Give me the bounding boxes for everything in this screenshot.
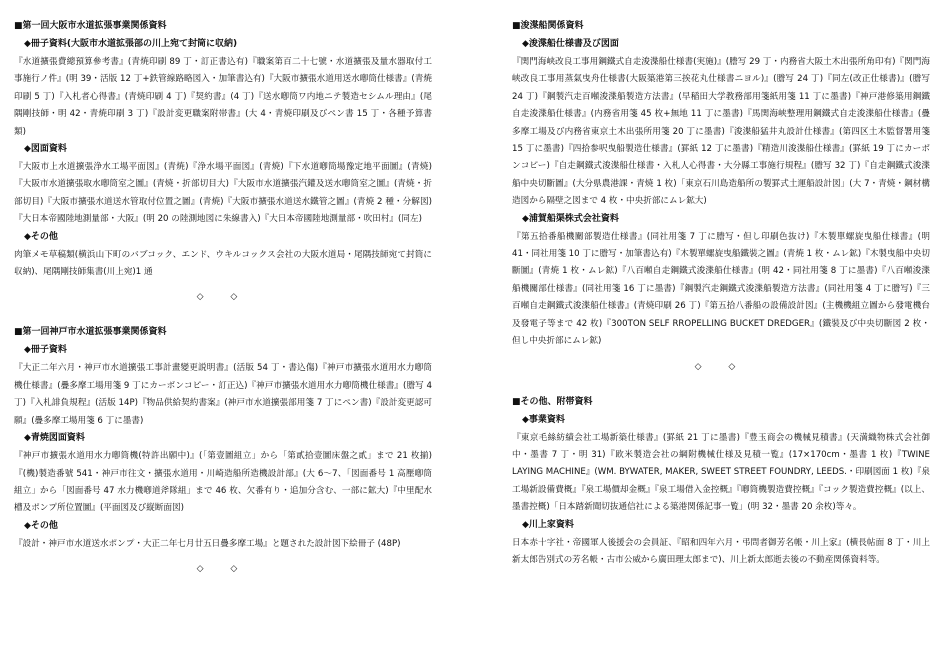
subsection-text: 『設計・神戸市水道送水ポンプ・大正二年七月廿五日疊多摩工場』と題された設計図下絵冊子 (48P) bbox=[14, 538, 401, 549]
section-title: ■その他、附帯資料 bbox=[512, 396, 593, 407]
section-misc bbox=[512, 396, 930, 570]
subsection-text: 肉筆メモ草稿類(横浜山下町のバブコック、エンド、ウキルコックス会社の大阪水道局・尾隅技師宛て封筒に収納)、尾隅剛技師集書(川上宛)1 通 bbox=[14, 249, 432, 278]
subsection-heading: ◆川上家資料 bbox=[522, 519, 574, 530]
subsection-text: 『第五拾番船機關部製造仕様書』(同社用箋 7 丁に謄写・但し印刷色抜け)『木製單螺旋曳船仕様書』(明 41・同社用箋 10 丁に謄写・加筆書込有)『木製單螺旋曳船鐵裝之圖』(青焼 1 枚・ムレ鉱)『木製曳船中央切斷圖』(青焼 1 枚・ムレ鉱)『八百噸自走鋼鐵式浚渫船仕様書』(明 42・同社用箋 8 丁に墨書)『八百噸浚渫船機關部仕様書』(同社用箋 16 丁に墨書)『鋼製汽走鋼鐵式浚渫船製造方法書』(同社用箋 4 丁に謄写)『三百噸自走鋼鐵式浚渫船仕様書』(青焼印刷 26 丁)『第五拾八番船の設備設計図』(主機機組立圖から發電機台及發電子等まで 42 枚)『300TON SELF RROPELLING BUCKET DREDGER』(鐵裝及び中央切斷図 2 枚・但し中央折部にムレ鉱) bbox=[512, 231, 930, 347]
subsection-heading: ◆浦賀船渠株式会社資料 bbox=[522, 213, 619, 224]
subsection-heading: ◆その他 bbox=[24, 520, 58, 531]
subsection-text: 『東京毛絲紡績会社工場新築仕様書』(罫紙 21 丁に墨書)『豊玉商会の機械見積書』(天満織物株式会社御中・墨書 7 丁・明 31)『欧米製造会社の綱附機械仕様及見積一覧』(17×170cm・墨書 1 枚)『TWINE LAYING MACHINE』(WM. BYWATER, MAKER, SWEET STREET FOUNDRY, LEEDS.・印刷図面 1 枚)『泉工場新設備費概』『泉工場價却金概』『泉工場借入金控概』『喞筒機製造費控概』『コック製造費控概』(以上、墨書控概)「日本踏新聞切抜通信社による築港関係記事一覧」(明 32・墨書 20 余枚)等々。 bbox=[512, 432, 930, 513]
right-column bbox=[512, 20, 930, 571]
section-separator: ◇ ◇ bbox=[196, 564, 250, 575]
subsection-heading: ◆冊子資料(大阪市水道拡張部の川上宛て封筒に収納) bbox=[24, 39, 238, 49]
subsection-heading: ◆青焼図面資料 bbox=[24, 433, 85, 444]
subsection-heading: ◆事業資料 bbox=[522, 414, 565, 425]
subsection-text: 『神戸市擴張水道用水力喞筒機(特許出願中)』(「第壹圖組立」から「第貳拾壹圖床盤之貳」まで 21 枚揃)『(機)製造番號 541・神戸市往文・擴張水道用・川崎造船所造機設計部』(大 6〜7、「図面番号 1 高壓喞筒組立」から「図面番号 47 水力機喞道斧隊組」まで 46 枚、欠番有り・追加分含む、一部に鉱大)『中里配水槽及ポンプ所位置圖』(平面図及び縦断面図) bbox=[14, 451, 432, 514]
section-kobe-waterworks bbox=[14, 326, 432, 553]
section-separator: ◇ ◇ bbox=[694, 361, 748, 372]
section-title: ■第一回神戸市水道拡張事業関係資料 bbox=[14, 327, 167, 338]
subsection-text: 『水道擴張費總預算參考書』(青焼印刷 89 丁・訂正書込有)『職案第百二十七號・水道擴張及量水器取付工事施行ノ件』(明 39・活版 12 丁+鉄管線路略図入・加筆書込有)『大阪市擴張水道用送水喞筒仕様書』(青焼印刷 5 丁)『入札者心得書』(青焼印刷 4 丁)『契約書』(4 丁)『送水喞筒ワ内地ニテ製造セシムル理由』(尾隅剛技師・明 42・青焼印刷 3 丁)『設計変更職案附帯書』(大 4・青焼印刷及びペン書 15 丁・各種予算書類) bbox=[14, 57, 432, 137]
subsection-text: 『関門海峡改良工事用鋼鐵式自走浚渫船仕様書(実施)』(謄写 29 丁・内務省大阪土木出張所角印有)『関門海峡改良工事用蒸氣曳舟仕様書(大阪築港第三挨花丸仕様書ニヨル)』(謄写 24 丁)『同左(改正仕様書)』(謄写 24 丁)『鋼製汽走百噸浚渫船製造方法書』(早稲田大学教務部用箋紙用箋 11 丁に墨書)『神戸港修築用鋼鐵自走浚渫船仕様書』(内務省用箋 45 枚+無地 11 丁に墨書)『馬関海峡整理用鋼鐵式自走浚渫船仕様書』(疊多摩工場及び内務省東京土木出張所用箋 20 丁に墨書)『浚渫船猛井丸設計仕様書』(第四区土木監督署用箋 15 丁に墨書)『四拾参呎曳船製造仕様書』(罫紙 12 丁に墨書)『精造川浚渫船仕様書』(罫紙 19 丁にカーボンコピー)『自走鋼鐵式浚渫船仕様書・入札人心得書・大分縣工事施行規程』(謄写 32 丁)『自走鋼鐵式浚渫船中央切斷圖』(大分県農港課・青焼 1 枚)「東京石川島造船所の製罫式土運船設計図」(大 7・青焼・鋼材構造図から隔壁之図まで 4 枚・中央折部にムレ鉱大) bbox=[512, 57, 930, 207]
section-title: ■浚渫船関係資料 bbox=[512, 21, 584, 31]
subsection-heading: ◆その他 bbox=[24, 231, 58, 242]
section-dredger bbox=[512, 20, 930, 351]
section-osaka-waterworks bbox=[14, 20, 432, 281]
subsection-text: 『大阪市上水道擴張浄水工場平面図』(青焼)『浄水場平面図』(青焼)『下水道喞筒場豫定地平面圖』(青焼)『大阪市水道擴張取水喞筒室之圖』(青焼・折部切目大)『大阪市水道擴張汽鑵及送水喞筒室之圖』(青焼・折部切目)『大阪市擴張水道送水管取付位置之圖』(青焼)『大阪市擴張水道送水鐵管之圖』(青焼 2 種・分解図)『大日本帝國陸地測量部・大阪』(明 20 の陸測地図に朱線書入)『大日本帝國陸地測量部・吹田村』(同左) bbox=[14, 162, 432, 225]
section-title: ■第一回大阪市水道拡張事業関係資料 bbox=[14, 21, 167, 31]
subsection-heading: ◆冊子資料 bbox=[24, 345, 67, 356]
left-column bbox=[14, 20, 432, 576]
subsection-heading: ◆図面資料 bbox=[24, 144, 67, 155]
subsection-text: 『大正二年六月・神戸市水道擴張工事計畫變更説明書』(活版 54 丁・書込傷)『神戸市擴張水道用水力喞筒機仕様書』(疊多摩工場用箋 9 丁にカーボンコピー・訂正込)『神戸市擴張水道用水力喞筒機仕様書』(謄写 4 丁)『入札誹負規程』(活版 14P)『物品供給契約書案』(神戸市水道擴張部用箋 7 丁にペン書)『設計変更認可願』(疊多摩工場用箋 6 丁に墨書) bbox=[14, 363, 432, 426]
subsection-text: 日本赤十字社・帝國軍人後援会の会員証、『昭和四年六月・弔問者御芳名帳・川上家』(横長帖面 8 丁・川上新太郎告別式の芳名帳・古市公威から廣田理太郎まで)、川上新太郎逝去後の不動産関係資料等。 bbox=[512, 537, 930, 565]
section-separator: ◇ ◇ bbox=[196, 292, 250, 303]
subsection-heading: ◆浚渫船仕様書及び図面 bbox=[522, 39, 619, 49]
